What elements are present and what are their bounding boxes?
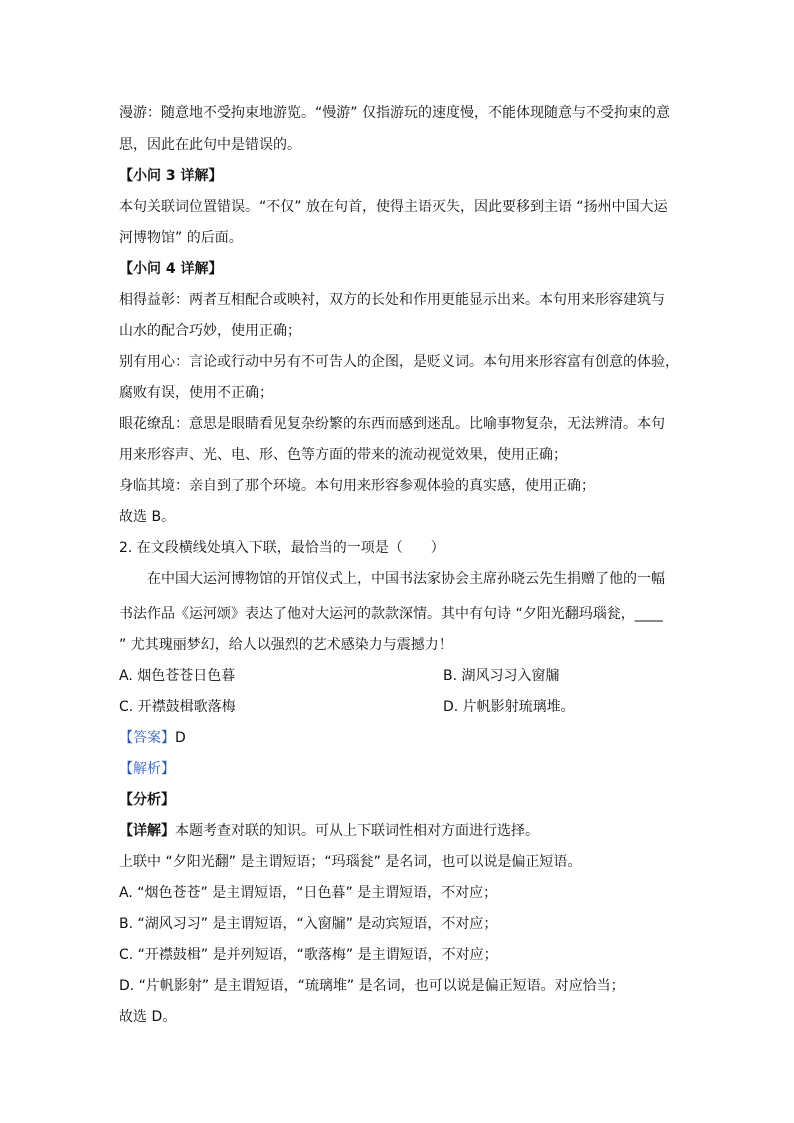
paragraph-line: 本句关联词位置错误。“不仅” 放在句首，使得主语灭失，因此要移到主语 “扬州中国大运 xyxy=(119,199,668,215)
explanation-line: B. “湖风习习” 是主谓短语，“入窗牖” 是动宾短语，不对应； xyxy=(119,916,498,932)
answer-line xyxy=(119,728,186,748)
explanation-line: 上联中 “夕阳光翻” 是主谓短语；“玛瑙瓮” 是名词，也可以说是偏正短语。 xyxy=(119,854,582,870)
detail-tag: 【详解】 xyxy=(119,823,175,839)
fenxi-heading: 【分析】 xyxy=(119,792,175,808)
passage-line: ” 尤其瑰丽梦幻，给人以强烈的艺术感染力与震撼力！ xyxy=(119,637,453,653)
paragraph-line: 身临其境：亲自到了那个环境。本句用来形容参观体验的真实感，使用正确； xyxy=(119,478,595,494)
passage-line: 在中国大运河博物馆的开馆仪式上，中国书法家协会主席孙晓云先生捐赠了他的一幅 xyxy=(147,571,665,587)
paragraph-line: 相得益彰：两者互相配合或映衬，双方的长处和作用更能显示出来。本句用来形容建筑与 xyxy=(119,292,665,308)
paragraph-line: 河博物馆” 的后面。 xyxy=(119,230,243,246)
paragraph-line: 用来形容声、光、电、形、色等方面的带来的流动视觉效果，使用正确； xyxy=(119,447,567,463)
option-b: B. 湖风习习入窗牖 xyxy=(443,668,560,684)
explanation-line: D. “片帆影射” 是主谓短语，“琉璃堆” 是名词，也可以说是偏正短语。对应恰当； xyxy=(119,978,625,994)
answer-value: D xyxy=(175,730,186,746)
option-a: A. 烟色苍苍日色暮 xyxy=(119,668,236,684)
detail-line xyxy=(119,821,539,841)
option-d: D. 片帆影射琉璃堆。 xyxy=(443,699,575,715)
passage-line: 书法作品《运河颂》表达了他对大运河的款款深情。其中有句诗 “夕阳光翻玛瑙瓮，____ xyxy=(119,606,663,622)
section-heading: 【小问 3 详解】 xyxy=(119,168,223,184)
paragraph-line: 思，因此在此句中是错误的。 xyxy=(119,137,301,153)
explanation-line: 故选 D。 xyxy=(119,1009,177,1025)
paragraph-line: 山水的配合巧妙，使用正确； xyxy=(119,323,301,339)
explanation-line: C. “开襟鼓楫” 是并列短语，“歌落梅” 是主谓短语，不对应； xyxy=(119,947,498,963)
option-c: C. 开襟鼓楫歌落梅 xyxy=(119,699,236,715)
paragraph-line: 别有用心：言论或行动中另有不可告人的企图，是贬义词。本句用来形容富有创意的体验， xyxy=(119,354,679,370)
section-heading: 【小问 4 详解】 xyxy=(119,261,223,277)
answer-tag: 【答案】 xyxy=(119,730,175,746)
explanation-line: A. “烟色苍苍” 是主谓短语，“日色暮” 是主谓短语，不对应； xyxy=(119,885,498,901)
analysis-tag: 【解析】 xyxy=(119,761,175,777)
detail-text: 本题考查对联的知识。可从上下联词性相对方面进行选择。 xyxy=(175,823,539,839)
question-stem: 2. 在文段横线处填入下联，最恰当的一项是（ ） xyxy=(119,540,445,556)
paragraph-line: 故选 B。 xyxy=(119,509,176,525)
paragraph-line: 腐败有误，使用不正确； xyxy=(119,385,273,401)
paragraph-line: 眼花缭乱：意思是眼睛看见复杂纷繁的东西而感到迷乱。比喻事物复杂，无法辨清。本句 xyxy=(119,416,665,432)
paragraph-line: 漫游：随意地不受拘束地游览。“慢游” 仅指游玩的速度慢，不能体现随意与不受拘束的意 xyxy=(119,105,670,121)
